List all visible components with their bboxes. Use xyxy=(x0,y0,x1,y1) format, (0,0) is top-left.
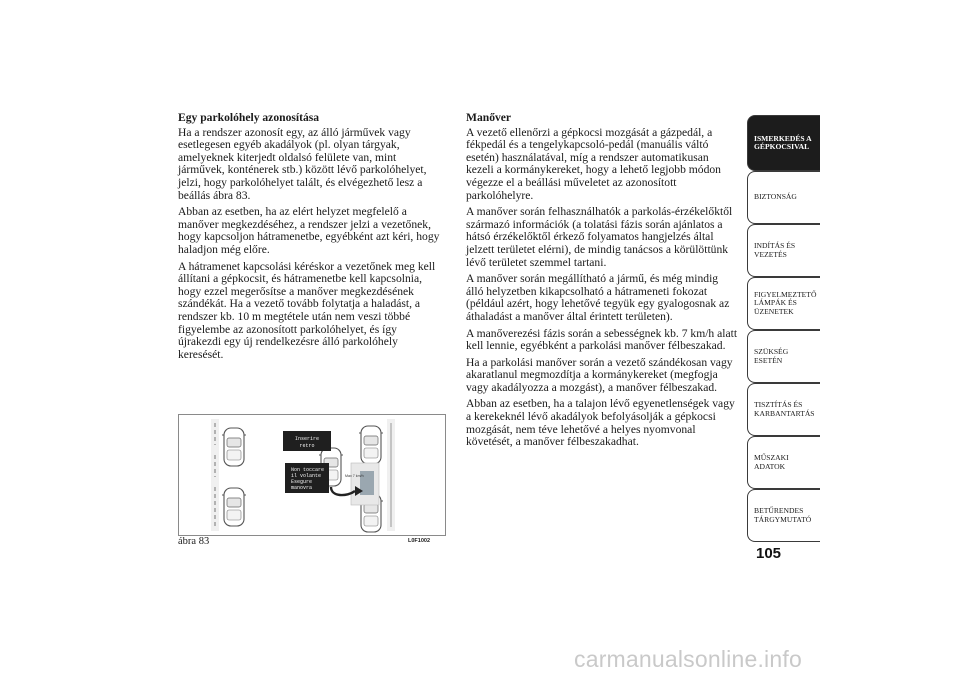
display-line: il volante xyxy=(291,473,322,479)
right-column xyxy=(466,112,738,453)
section-heading-maneuver: Manőver xyxy=(466,111,512,124)
tab-maintenance[interactable]: TISZTÍTÁS ÉS KARBANTARTÁS xyxy=(747,383,820,436)
car-icon xyxy=(222,488,246,526)
figure-parking-illustration xyxy=(178,414,446,536)
figure-caption: ábra 83 xyxy=(178,536,210,547)
display-line: Non toccare xyxy=(291,467,325,473)
tab-starting-driving[interactable]: INDÍTÁS ÉS VEZETÉS xyxy=(747,224,820,277)
paragraph: Ha a parkolási manőver során a vezető szándékosan vagy akaratlanul megmozdítja a kormánykereket (megfogja vagy akadályozza a mozgást), a manőver félbeszakad. xyxy=(466,355,733,394)
car-icon xyxy=(222,428,246,466)
display-line: Esegure xyxy=(291,479,313,485)
tab-technical-data[interactable]: MŰSZAKI ADATOK xyxy=(747,436,820,489)
tab-emergency[interactable]: SZÜKSÉG ESETÉN xyxy=(747,330,820,383)
section-heading-parking-space: Egy parkolóhely azonosítása xyxy=(178,111,320,124)
display-box-dont-touch xyxy=(285,463,329,493)
parking-diagram xyxy=(179,415,445,535)
paragraph: A manőverezési fázis során a sebességnek kb. 7 km/h alatt kell lennie, egyébként a parkolási manőver félbeszakad. xyxy=(466,326,738,353)
display-line: manovra xyxy=(291,485,313,491)
display-line: Inserire xyxy=(294,436,320,442)
figure-code: L0F1002 xyxy=(408,538,431,544)
paragraph: A manőver során felhasználhatók a parkolás-érzékelőktől származó információk (a tolatási fázis során ajánlatos a hátsó érzékelőktől érkező folyamatos hangjelzés által jelzett területet elérni), de mindig tanácsos a körülöttünk lévő területet szemmel tartani. xyxy=(466,205,733,269)
max-speed-label: Max 7 km/h xyxy=(345,474,364,478)
paragraph: A manőver során megállítható a jármű, és még mindig álló helyzetben kikapcsolható a hátrameneti fokozat (például azért, hogy lehetővé tegyük egy gyalogosnak az áthaladást a manőver által érintett területen). xyxy=(466,272,730,323)
left-column xyxy=(178,112,440,365)
display-line: retro xyxy=(299,443,315,449)
paragraph: Ha a rendszer azonosít egy, az álló járművek vagy esetlegesen egyéb akadályok (pl. olyan tárgyak, amelyeknek kiterjedt oldalsó felülete van, mint járművek, konténerek stb.) között lévő parkolóhelyet, jelzi, hogy parkolóhelyet talált, és elvégezhető lesz a beállás ábra 83. xyxy=(178,125,427,202)
paragraph: A vezető ellenőrzi a gépkocsi mozgását a gázpedál, a fékpedál és a tengelykapcsoló-pedál (manuális váltó esetén) használatával, míg a rendszer automatikusan kezeli a kormánykereket, hogy a lehető legjobb módon végezze el a beállási műveletet az azonosított parkolóhelyre. xyxy=(466,125,721,202)
paragraph: Abban az esetben, ha az elért helyzet megfelelő a manőver megkezdéséhez, a rendszer jelzi a vezetőnek, hogy kapcsoljon hátramenetbe, egyébként azt kéri, hogy haladjon még előre. xyxy=(178,205,440,256)
tab-index[interactable]: BETŰRENDES TÁRGYMUTATÓ xyxy=(747,489,820,542)
display-box-reverse xyxy=(283,431,331,451)
tab-warning-lights[interactable]: FIGYELMEZTETŐ LÁMPÁK ÉS ÜZENETEK xyxy=(747,277,820,330)
tab-getting-to-know[interactable]: ISMERKEDÉS A GÉPKOCSIVAL xyxy=(747,115,820,171)
page-number: 105 xyxy=(756,545,782,562)
paragraph: A hátramenet kapcsolási kéréskor a vezetőnek meg kell állítani a gépkocsit, és hátramenetbe kell kapcsolnia, hogy ezzel megerősítse a manőver megkezdésének szándékát. Ha a vezető tovább folytatja a haladást, a rendszer kb. 10 m megtétele után nem veszi többé figyelembe az azonosított parkolóhelyet, és így újrakezdi egy új rendelkezésre álló parkolóhely keresését. xyxy=(178,259,436,361)
tab-safety[interactable]: BIZTONSÁG xyxy=(747,171,820,224)
car-icon xyxy=(359,426,383,464)
watermark: carmanualsonline.info xyxy=(574,646,802,672)
paragraph: Abban az esetben, ha a talajon lévő egyenetlenségek vagy a kerekeknél lévő akadályok befolyásolják a gépkocsi mozgását, nem téve lehetővé a helyes nyomvonal követését, a manőver félbeszakadhat. xyxy=(466,397,735,449)
